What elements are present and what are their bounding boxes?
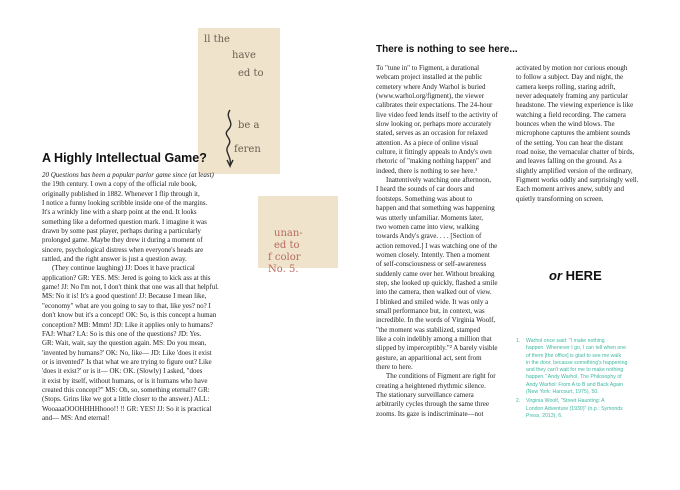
footnote-line: happen." Andy Warhol, The Philosophy of	[526, 374, 622, 381]
body-line: and— MS: And eternal!	[42, 413, 110, 422]
body-line: rhetoric of "making nothing happen" and	[376, 157, 491, 166]
footnote-line: Press, 2013), 6.	[526, 412, 563, 419]
body-line: prolonged game. Maybe they drew it during a moment of	[42, 236, 203, 245]
body-line: road noise, the vernacular chatter of birds,	[516, 148, 635, 157]
scan-line: ll the	[204, 34, 230, 45]
body-line: small performance but, in context, was	[376, 306, 485, 315]
scribble-icon	[218, 108, 242, 168]
body-line: step, she looked up quickly, flashed a smile	[376, 278, 498, 287]
body-line: action removed.] I was watching one of the	[376, 241, 498, 250]
scan-line: No. 5.	[268, 264, 299, 275]
body-line: quietly transforming on screen.	[516, 194, 604, 203]
body-line: (www.warhol.org/figment), the viewer	[376, 92, 485, 101]
body-line: activated by motion nor curious enough	[516, 64, 628, 72]
body-line: The stationary surveillance camera	[376, 391, 474, 400]
body-line: into the camera, then walked out of view.	[376, 288, 492, 297]
body-line: webcam project installed at the public	[376, 73, 483, 82]
body-line: calibrates their expectations. The 24-hour	[376, 101, 493, 110]
body-line: headstone. The viewing experience is like	[516, 101, 634, 110]
body-line: 'invented by humans?' OK: No, like— JD: Like 'does it exist	[42, 348, 212, 357]
body-line: microphone captures the ambient sounds	[516, 129, 631, 138]
body-line: Figment works oddly and surprisingly well.	[516, 176, 639, 185]
body-line: rattled, and the right answer is just a question away.	[42, 255, 187, 264]
body-line: like a coin indelibly among a million that	[376, 334, 492, 343]
body-line: WooaaaOOOHHHHhooo!! !! GR: YES! JJ: So it is practical	[42, 404, 212, 413]
footnote-line: and they can't wait for me to make nothing	[526, 367, 624, 374]
right-body-column-1	[376, 64, 504, 419]
body-line: Each moment arrives anew, subtly and	[516, 185, 625, 194]
body-line: or is invented?' Is that what we are trying to figure out? Like	[42, 357, 212, 366]
body-line: (Stops. Grins like we got a little closer to the answer.) ALL:	[42, 395, 210, 404]
body-line: cemetery where Andy Warhol is buried	[376, 82, 486, 91]
footnote-line: in the door, because something's happening	[526, 359, 628, 366]
body-line: The conditions of Figment are right for	[386, 372, 496, 381]
body-line: it exist by itself, without humans, or is it humans who have	[42, 376, 208, 385]
body-line: I heard the sounds of car doors and	[376, 185, 475, 194]
body-line: slightly amplified version of the ordinary,	[516, 166, 633, 175]
footnote-line: Virginia Woolf, "Street Haunting: A	[526, 398, 605, 405]
body-line: arbitrarily cycles through the same three	[376, 400, 489, 409]
left-title: A Highly Intellectual Game?	[42, 151, 207, 165]
body-line: game! JJ: No I'm not, I don't think that one was all that helpful.	[42, 283, 219, 292]
body-line: don't know but it's a concept! OK: So, is this concept a human	[42, 311, 217, 320]
body-line: stated, serves as an occasion for relaxed	[376, 129, 488, 138]
footnote-number: 1.	[516, 338, 521, 344]
body-line: and leaves falling on the ground. As a	[516, 157, 622, 166]
body-line: I notice a funny looking scribble inside one of the margins.	[42, 199, 208, 208]
body-line: To "tune in" to Figment, a durational	[376, 64, 480, 72]
body-line: 'does it exist?' or is it— OK: OK. (Slowly) I asked, "does	[42, 367, 203, 376]
body-line: live video feed lends itself to the activity of	[376, 110, 498, 119]
body-line: "the moment was stabilized, stamped	[376, 325, 481, 334]
body-line: I blinked and smiled wide. It was only a	[376, 297, 489, 306]
body-line: (They continue laughing) JJ: Does it have practical	[52, 264, 195, 273]
footnotes	[516, 338, 648, 422]
body-line: attention. As a piece of online visual	[376, 138, 479, 147]
footnote-line: happen. Whenever I go, I can tell when one	[526, 345, 627, 352]
body-line: It's a wrinkly line with a sharp point at the end. It looks	[42, 208, 197, 217]
body-line: zooms. Its gaze is indiscriminate—not	[376, 409, 484, 418]
scan-line: f color	[268, 252, 301, 263]
body-line: there to here.	[376, 363, 413, 371]
body-line: 20 Questions has been a popular parlor game since (at least)	[42, 171, 214, 179]
body-line: something like a deformed question mark. I imagine it was	[42, 217, 207, 226]
footnote-line: London Adventure (1930)" (n.p.: Symonds	[526, 405, 623, 412]
body-line: suddenly came over her. Without breaking	[376, 269, 495, 278]
body-line: application? GR: YES. MS: Jered is going to kick ass at this	[42, 273, 211, 282]
body-line: of the setting. You can hear the distant	[516, 138, 624, 147]
body-line: conception? MB: Mmm! JD: Like it applies only to humans?	[42, 320, 213, 329]
body-line: happen and that something was happening	[376, 204, 495, 213]
scan-line: ed to	[238, 68, 264, 79]
body-line: drawn by some past player, perhaps during a particularly	[42, 227, 201, 236]
here-word: HERE	[565, 268, 602, 283]
footnote-line: (New York: Harcourt, 1975), 50.	[526, 389, 599, 396]
body-line: women closely. Intently. Then a moment	[376, 250, 490, 259]
body-line: was utterly unfamiliar. Moments later,	[376, 213, 484, 222]
body-line: to follow a subject. Day and night, the	[516, 73, 624, 82]
right-body-column-2	[516, 64, 642, 204]
body-line: gesture, an apparitional act, sent from	[376, 353, 482, 362]
footnote-line: Andy Warhol: From A to B and Back Again	[526, 381, 623, 388]
body-line: towards Andy's grave. . . . [Section of	[376, 232, 482, 241]
footnote-2	[516, 398, 648, 420]
scan-line: ed to	[274, 240, 300, 251]
body-line: footsteps. Something was about to	[376, 194, 473, 203]
footnote-1	[516, 338, 648, 396]
scan-line: unan-	[274, 228, 303, 239]
body-line: of self-consciousness or self-awareness	[376, 260, 487, 269]
footnote-line: of them [the office] is glad to see me walk	[526, 352, 622, 359]
body-line: bounces when the wind blows. The	[516, 120, 615, 129]
scan-line: have	[232, 50, 256, 61]
scan-line: feren	[234, 144, 261, 155]
or-here-heading	[549, 268, 602, 283]
body-line: watching a field recording. The camera	[516, 110, 626, 119]
body-line: indeed, there is nothing to see here.¹	[376, 166, 478, 175]
body-line: MS: No it is! It's a good question! JJ: Because I mean like,	[42, 292, 207, 301]
body-line: two women came into view, walking	[376, 222, 479, 231]
body-line: "economy" what are you going to say to that, like yes? no? I	[42, 301, 211, 310]
or-word: or	[549, 268, 562, 283]
body-line: creating a heightened rhythmic silence.	[376, 381, 486, 390]
body-line: originally published in 1882. Whenever I flip through it,	[42, 189, 200, 198]
right-title: There is nothing to see here...	[376, 44, 518, 55]
footnote-line: Warhol once said: "I make nothing	[526, 338, 605, 344]
body-line: never adequately framing any particular	[516, 92, 628, 101]
scan-image-bottom	[258, 196, 338, 275]
body-line: sincere, psychological distress when everyone's heads are	[42, 245, 204, 254]
body-line: FAJ: What? LA: So is this one of the questions? JD: Yes.	[42, 329, 202, 338]
body-line: slipped by imperceptibly."² A barely visible	[376, 344, 498, 353]
scan-image-top	[198, 28, 280, 174]
body-line: the 19th century. I own a copy of the official rule book,	[42, 180, 197, 189]
body-line: Inattentively watching one afternoon,	[386, 176, 491, 185]
scan-line: be a	[238, 120, 260, 131]
left-body-text	[42, 171, 240, 423]
body-line: incredible. In the words of Virginia Woolf,	[376, 316, 496, 325]
body-line: camera keeps rolling, staring adrift,	[516, 82, 616, 91]
body-line: GR: Wait, wait, say the question again. MS: Do you mean,	[42, 339, 207, 348]
body-line: slow looking or, perhaps more accurately	[376, 120, 492, 129]
body-line: created this concept?" MS: Oh, so, something eternal!? GR:	[42, 385, 210, 394]
footnote-number: 2.	[516, 398, 521, 405]
body-line: culture, it fittingly appeals to Andy's own	[376, 148, 492, 157]
